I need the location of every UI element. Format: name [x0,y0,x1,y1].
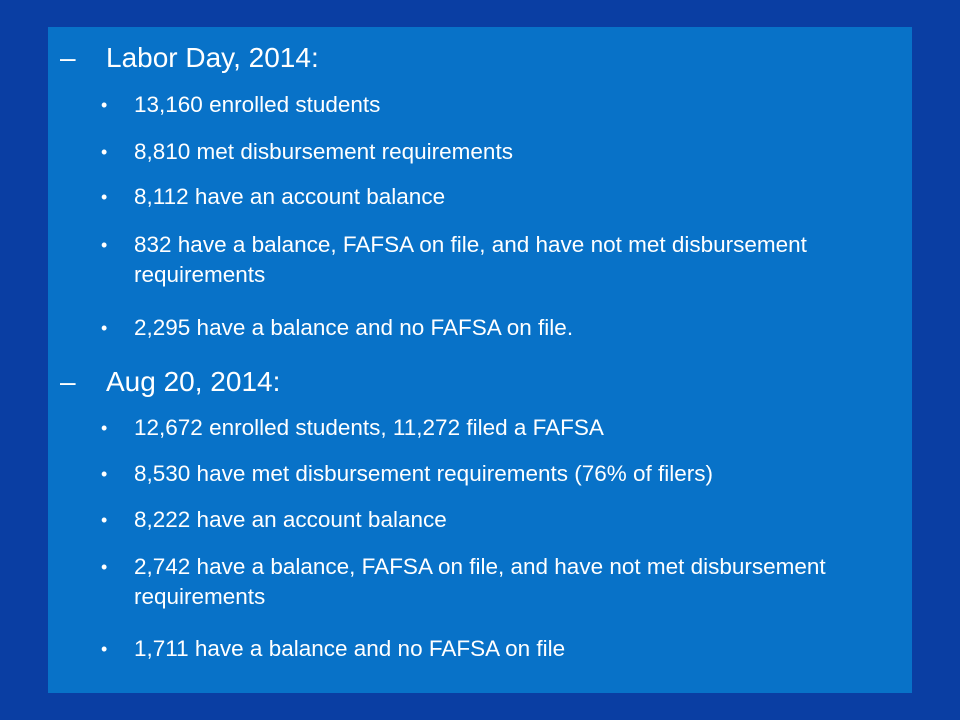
list-item-text: 1,711 have a balance and no FAFSA on file [134,636,566,661]
list-item-text: 8,222 have an account balance [134,507,447,532]
bullet-icon: • [101,235,108,255]
dash-marker: – [60,42,76,73]
list-item-text: 2,295 have a balance and no FAFSA on file. [134,315,574,340]
list-item-text: 832 have a balance, FAFSA on file, and have not met disbursement requirements [134,232,807,287]
list-item-text: 8,530 have met disbursement requirements (76% of filers) [134,461,714,486]
list-item-text: 13,160 enrolled students [134,92,381,117]
bullet-icon: • [101,557,108,577]
bullet-icon: • [101,510,108,530]
bullet-icon: • [101,639,108,659]
bullet-icon: • [101,418,108,438]
dash-marker: – [60,366,76,397]
bullet-icon: • [101,142,108,162]
bullet-icon: • [101,95,108,115]
list-item-text: 12,672 enrolled students, 11,272 filed a FAFSA [134,415,604,440]
list-item-text: 8,810 met disbursement requirements [134,139,513,164]
section-heading-text: Labor Day, 2014: [106,42,319,73]
bullet-icon: • [101,187,108,207]
section-heading-text: Aug 20, 2014: [106,366,281,397]
slide-content-panel [48,27,912,693]
list-item-text: 8,112 have an account balance [134,184,446,209]
list-item-text: 2,742 have a balance, FAFSA on file, and have not met disbursement requirements [134,554,826,609]
bullet-icon: • [101,318,108,338]
bullet-icon: • [101,464,108,484]
